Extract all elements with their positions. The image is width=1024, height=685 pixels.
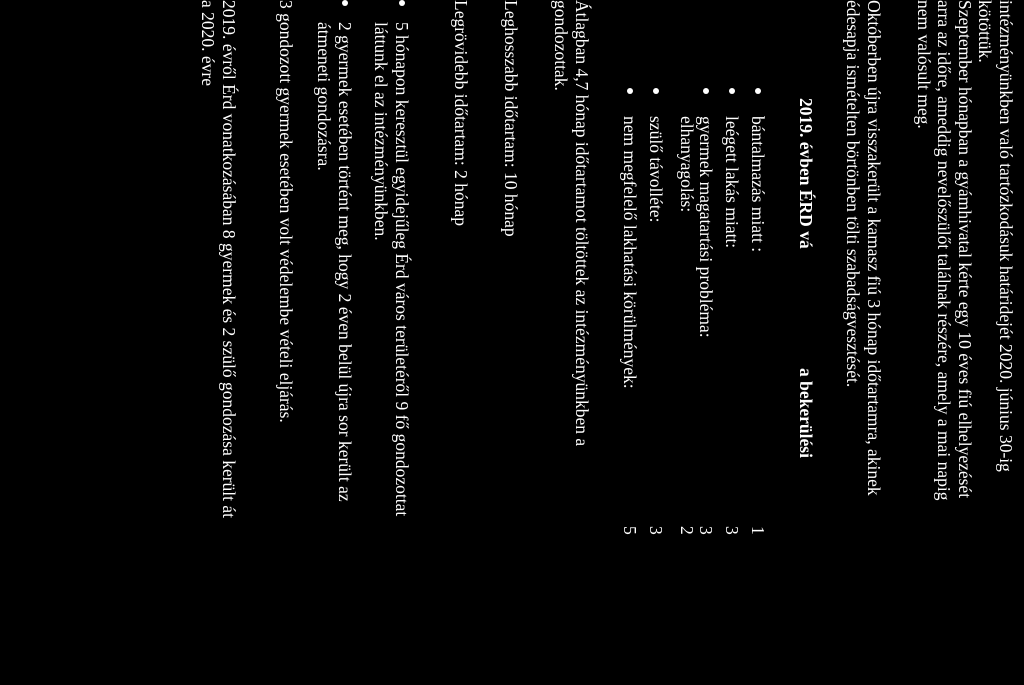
bullet-icon: [399, 0, 405, 6]
september-paragraph: [914, 0, 976, 685]
bullet-b-line-2: átmeneti gondozásra.: [314, 22, 335, 171]
reason-count: 1: [748, 526, 768, 535]
intro-line-2: kötöttük.: [975, 0, 996, 63]
shortest-duration-text: Legrövidebb időtartam: 2 hónap: [451, 0, 471, 226]
bullet-icon: [653, 88, 659, 94]
bullet-paragraph-b: [314, 22, 355, 682]
final-paragraph: [198, 0, 239, 685]
average-line-2: gondozottak.: [551, 0, 572, 91]
bullet-icon: [729, 88, 735, 94]
bullet-icon: [627, 88, 633, 94]
protection-paragraph: [276, 0, 297, 685]
bullet-icon: [703, 88, 709, 94]
final-line-2: a 2020. évre: [198, 0, 219, 87]
october-line-1: Októberben újra visszakerült a kamasz fiú 3 hónap időtartamra, akinek: [864, 0, 884, 496]
september-line-2: arra az időre, ameddig nevelőszülőt találnak részére, amely a mai napig: [934, 0, 955, 501]
protection-line: 3 gondozott gyermek esetében volt védelembe vételi eljárás.: [276, 0, 296, 423]
reason-label: leégett lakás miatt:: [722, 116, 742, 249]
average-paragraph: [551, 0, 592, 685]
october-paragraph: [843, 0, 884, 685]
september-line-1: Szeptember hónapban a gyámhivatal kérte egy 10 éves fiú elhelyezését: [955, 0, 975, 499]
longest-duration: [501, 0, 522, 685]
reason-label: elhanyagolás:: [677, 116, 697, 213]
reason-count: 3: [646, 526, 666, 535]
bullet-icon: [342, 0, 348, 6]
reason-label: gyermek magatartási probléma:: [696, 116, 716, 338]
reason-label: bántalmazás miatt :: [748, 116, 768, 253]
bullet-a-line-1: 5 hónapon keresztül egyidejűleg Érd város területéről 9 fő gondozottat: [392, 22, 412, 517]
reason-count: 2: [677, 526, 697, 535]
reason-label: szülő távolléte:: [646, 116, 666, 223]
reason-count: 3: [722, 526, 742, 535]
october-line-2: édesapja ismételten börtönben tölti szabadságvesztését.: [843, 0, 864, 388]
longest-duration-text: Leghosszabb időtartam: 10 hónap: [501, 0, 521, 237]
reason-label: nem megfelelő lakhatási körülmények:: [620, 116, 640, 389]
intro-line-1: intézményünkben való tartózkodásuk határidejét 2020. június 30-ig: [996, 0, 1016, 472]
intro-paragraph: [975, 0, 1016, 685]
september-line-3: nem valósult meg.: [914, 0, 934, 129]
bullet-a-line-2: láttunk el az intézményünkben.: [371, 22, 392, 241]
section-heading-left: 2019. évben ÉRD vá: [796, 98, 816, 249]
section-heading-right: a bekerülési: [796, 368, 816, 458]
average-line-1: Átlagban 4,7 hónap időtartamot töltöttek az intézményünkben a: [572, 0, 592, 447]
final-line-1: 2019. évről Érd vonatkozásában 8 gyermek és 2 szülő gondozása került át: [219, 0, 239, 519]
bullet-b-line-1: 2 gyermek esetében történt meg, hogy 2 éven belül újra sor került az: [335, 22, 355, 502]
reason-count: 3: [696, 526, 716, 535]
shortest-duration: [451, 0, 472, 685]
bullet-icon: [755, 88, 761, 94]
reason-count: 5: [620, 526, 640, 535]
bullet-paragraph-a: [371, 22, 412, 682]
